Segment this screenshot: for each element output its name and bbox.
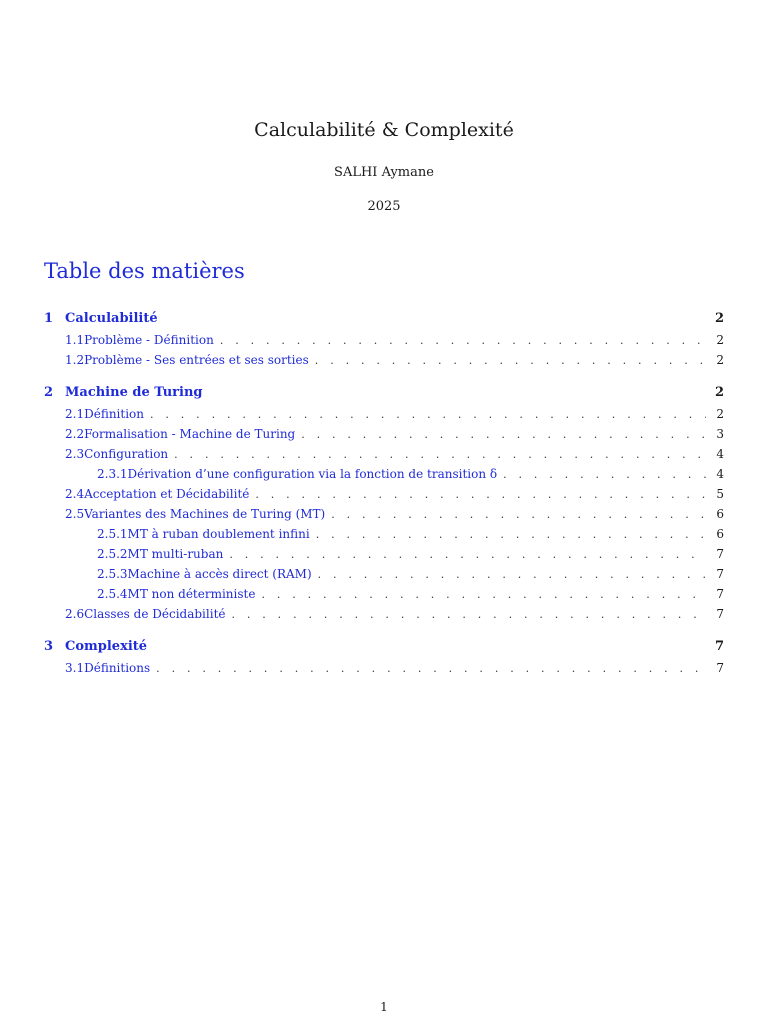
toc-entry-page: 7: [716, 547, 724, 561]
toc-entry-2-5-3[interactable]: [44, 564, 724, 584]
toc-entry-title[interactable]: Problème - Définition: [84, 333, 214, 347]
toc-entry-number: 3.1: [65, 661, 85, 675]
toc-entry-3-1[interactable]: [44, 658, 724, 678]
toc-entry-title[interactable]: Configuration: [84, 447, 169, 461]
toc-entry-page: 2: [716, 353, 724, 367]
toc-entry-page: 6: [716, 527, 724, 541]
toc-entry-2-1[interactable]: [44, 404, 724, 424]
toc-entry-2-3-1[interactable]: [44, 464, 724, 484]
toc-entry-page: 4: [716, 447, 724, 461]
toc-entry-number: 2.5.2: [97, 547, 128, 561]
table-of-contents: [44, 308, 724, 690]
toc-entry-page: 6: [716, 507, 724, 521]
toc-section-2: [44, 382, 724, 624]
toc-dot-leader: [150, 405, 706, 425]
toc-entry-number: 1.1: [65, 333, 85, 347]
toc-dot-leader: [232, 605, 707, 625]
toc-entry-title[interactable]: MT à ruban doublement infini: [127, 527, 310, 541]
toc-dot-leader: [318, 565, 706, 585]
toc-dot-leader: [503, 465, 706, 485]
toc-entry-page: 2: [716, 333, 724, 347]
toc-entry-number: 2.5.4: [97, 587, 128, 601]
toc-dot-leader: [316, 525, 706, 545]
toc-entry-number: 2.3: [65, 447, 85, 461]
toc-entry-title[interactable]: Calculabilité: [65, 311, 158, 326]
toc-section-1: [44, 308, 724, 370]
toc-entry-number: 2.4: [65, 487, 85, 501]
toc-entry-3[interactable]: [44, 636, 724, 658]
toc-entry-title[interactable]: Formalisation - Machine de Turing: [84, 427, 296, 441]
toc-entry-page: 7: [716, 587, 724, 601]
toc-entry-title[interactable]: Classes de Décidabilité: [84, 607, 226, 621]
toc-entry-number: 2.6: [65, 607, 85, 621]
toc-entry-2-2[interactable]: [44, 424, 724, 444]
toc-entry-title[interactable]: Machine de Turing: [65, 385, 203, 400]
toc-entry-page: 3: [716, 427, 724, 441]
document-date: 2025: [367, 199, 401, 214]
page-number: 1: [380, 1000, 388, 1014]
toc-entry-page: 7: [716, 607, 724, 621]
toc-entry-number: 1: [44, 311, 54, 326]
toc-entry-2-6[interactable]: [44, 604, 724, 624]
toc-entry-title[interactable]: Définitions: [84, 661, 151, 675]
toc-entry-page: 2: [714, 311, 724, 326]
toc-entry-1-2[interactable]: [44, 350, 724, 370]
toc-entry-title[interactable]: Dérivation d’une configuration via la fonction de transition δ: [127, 467, 498, 481]
toc-entry-number: 2: [44, 385, 54, 400]
toc-entry-title[interactable]: Problème - Ses entrées et ses sorties: [84, 353, 309, 367]
toc-section-3: [44, 636, 724, 678]
toc-entry-number: 2.5: [65, 507, 85, 521]
toc-dot-leader: [331, 505, 706, 525]
toc-entry-2[interactable]: [44, 382, 724, 404]
toc-entry-number: 2.1: [65, 407, 85, 421]
toc-entry-page: 2: [714, 385, 724, 400]
toc-entry-title[interactable]: MT multi-ruban: [127, 547, 224, 561]
toc-dot-leader: [220, 331, 706, 351]
toc-dot-leader: [174, 445, 706, 465]
toc-entry-number: 1.2: [65, 353, 85, 367]
toc-entry-1-1[interactable]: [44, 330, 724, 350]
toc-entry-2-5-1[interactable]: [44, 524, 724, 544]
toc-dot-leader: [301, 425, 706, 445]
toc-entry-page: 7: [716, 661, 724, 675]
toc-entry-2-4[interactable]: [44, 484, 724, 504]
toc-entry-title[interactable]: MT non déterministe: [127, 587, 256, 601]
toc-entry-2-5-2[interactable]: [44, 544, 724, 564]
toc-dot-leader: [315, 351, 706, 371]
toc-dot-leader: [229, 545, 706, 565]
toc-entry-page: 7: [714, 639, 724, 654]
toc-entry-page: 2: [716, 407, 724, 421]
toc-entry-title[interactable]: Définition: [84, 407, 144, 421]
toc-entry-1[interactable]: [44, 308, 724, 330]
toc-entry-page: 4: [716, 467, 724, 481]
toc-entry-number: 2.5.1: [97, 527, 128, 541]
toc-entry-number: 3: [44, 639, 54, 654]
toc-entry-title[interactable]: Variantes des Machines de Turing (MT): [84, 507, 326, 521]
toc-entry-page: 5: [716, 487, 724, 501]
toc-entry-2-3[interactable]: [44, 444, 724, 464]
toc-entry-2-5-4[interactable]: [44, 584, 724, 604]
toc-entry-title[interactable]: Complexité: [65, 639, 148, 654]
toc-entry-2-5[interactable]: [44, 504, 724, 524]
toc-entry-title[interactable]: Acceptation et Décidabilité: [84, 487, 250, 501]
toc-entry-number: 2.5.3: [97, 567, 128, 581]
toc-entry-title[interactable]: Machine à accès direct (RAM): [127, 567, 312, 581]
document-author: SALHI Aymane: [334, 165, 434, 180]
document-title: Calculabilité & Complexité: [254, 119, 514, 141]
toc-entry-number: 2.3.1: [97, 467, 128, 481]
toc-entry-page: 7: [716, 567, 724, 581]
toc-heading: Table des matières: [44, 259, 245, 283]
toc-dot-leader: [255, 485, 706, 505]
toc-dot-leader: [156, 659, 706, 679]
toc-dot-leader: [261, 585, 706, 605]
toc-entry-number: 2.2: [65, 427, 85, 441]
